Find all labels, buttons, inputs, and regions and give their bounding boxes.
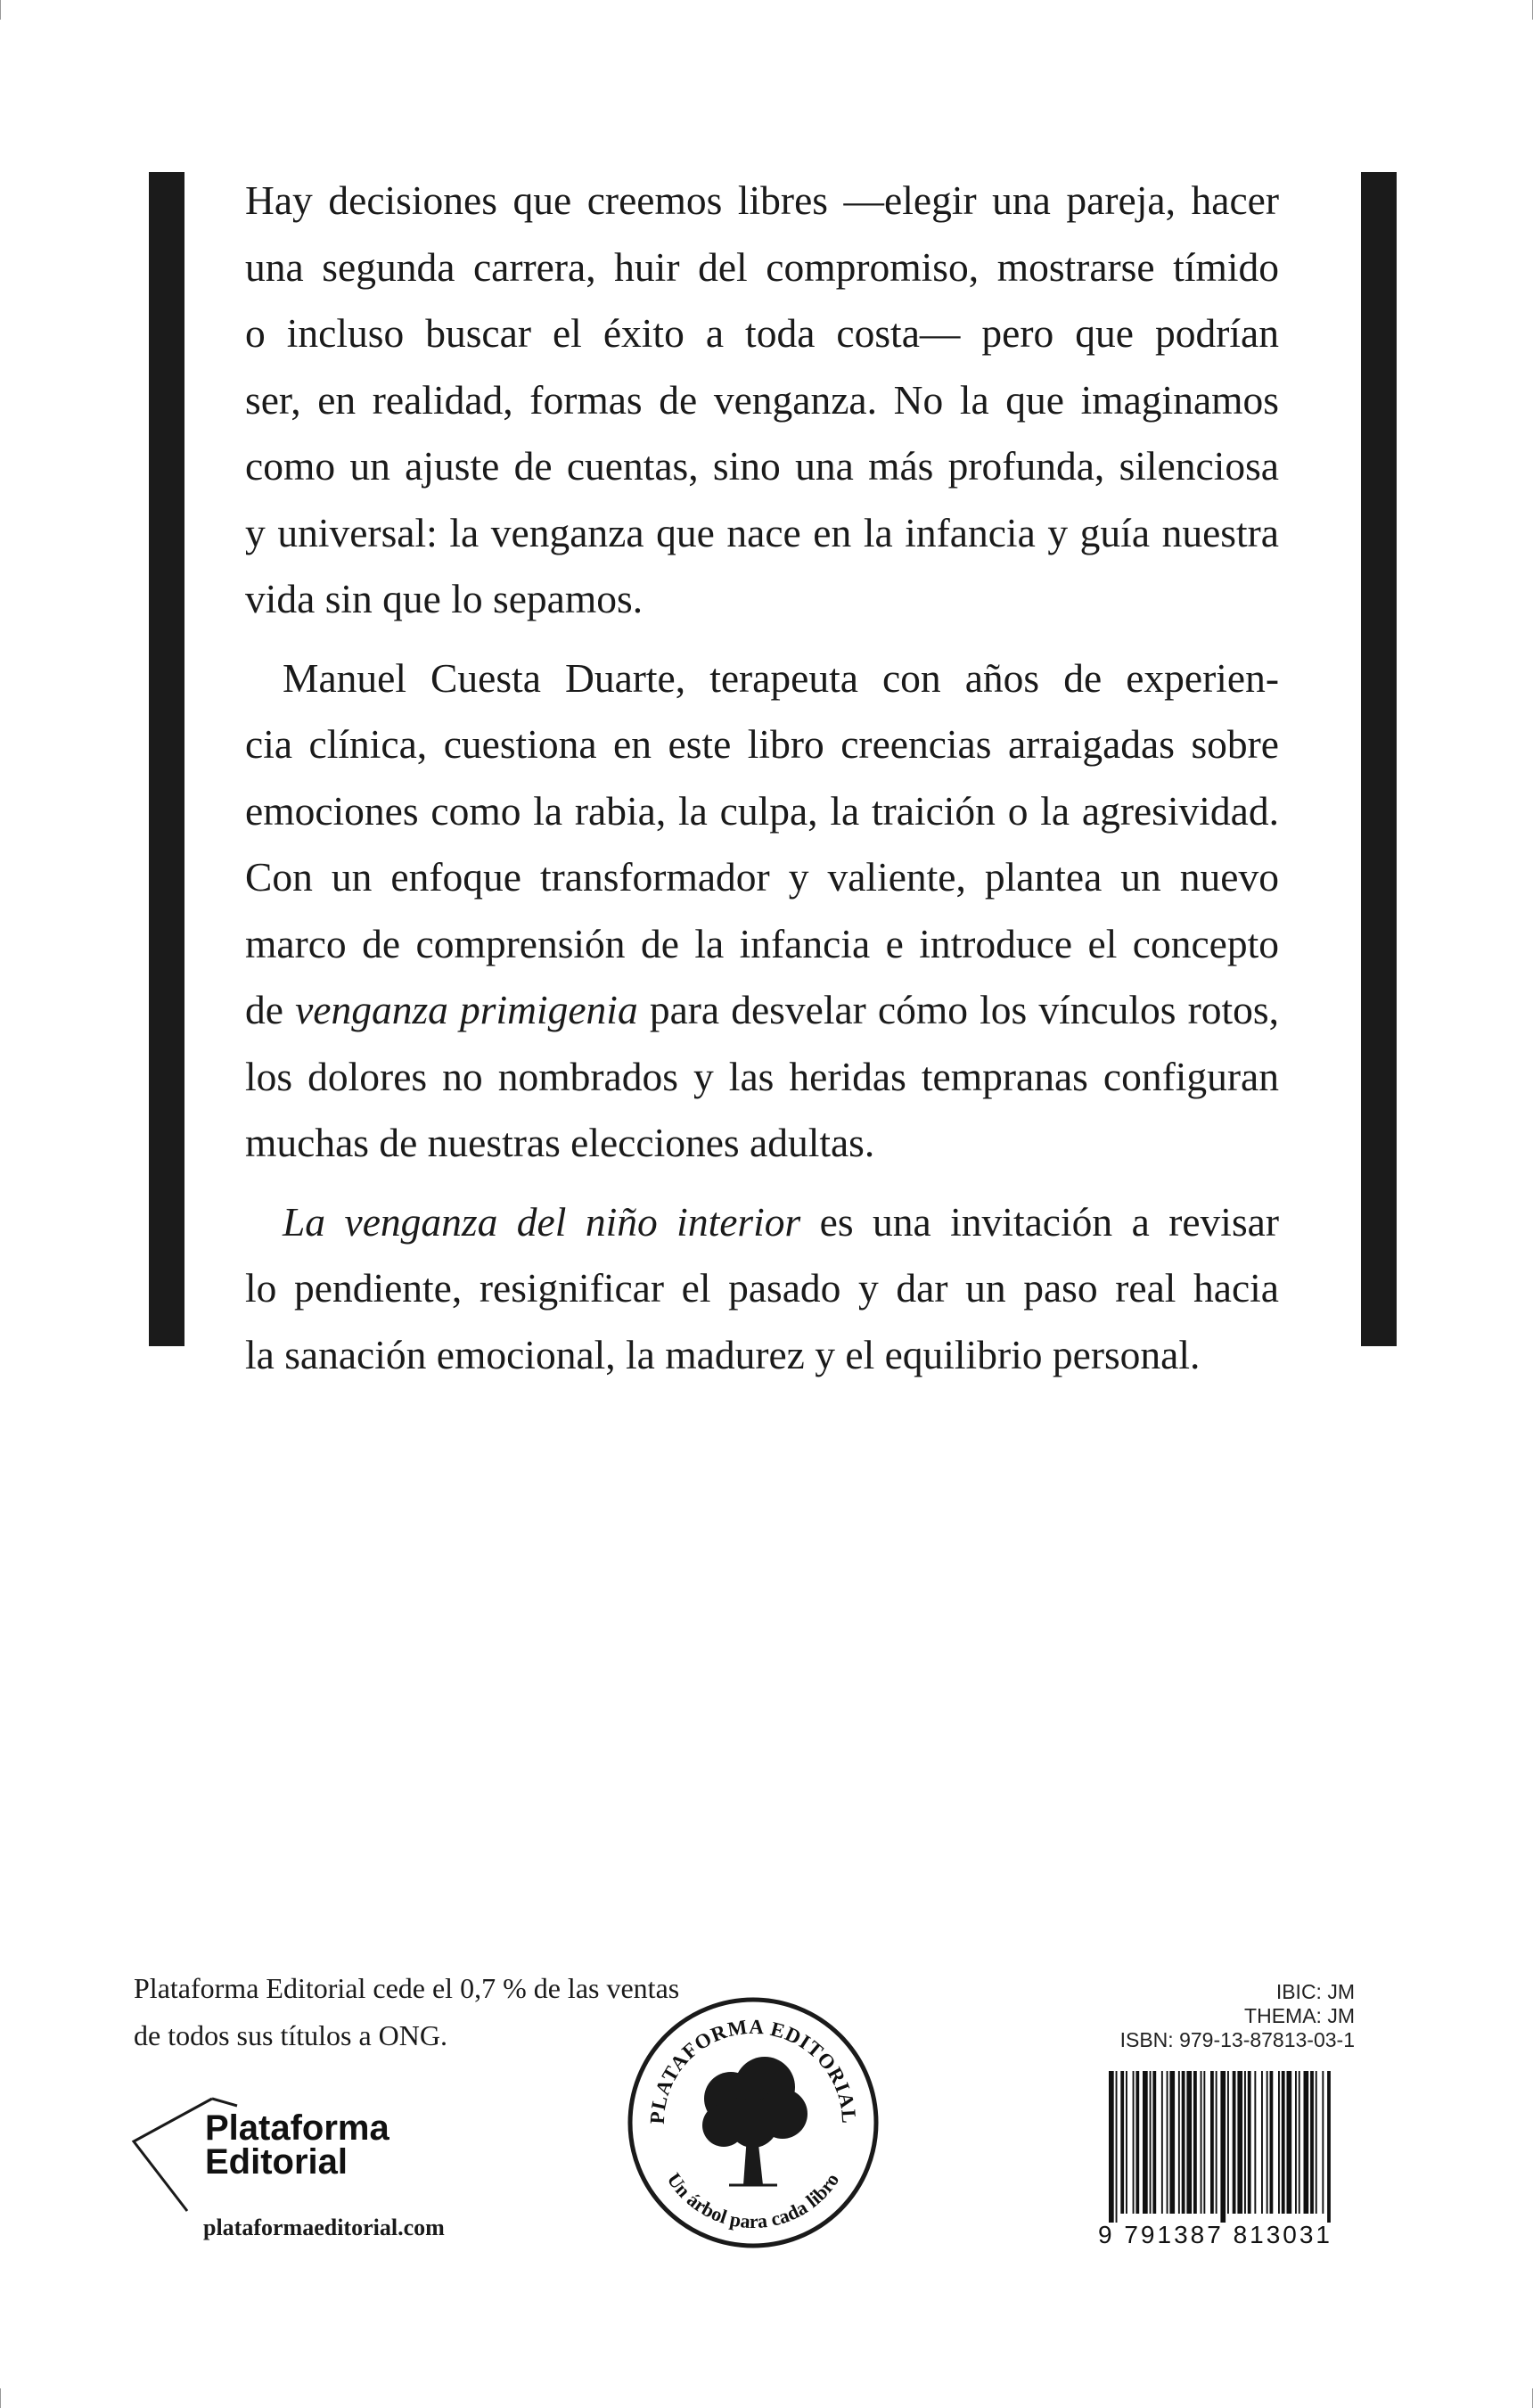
logo-outline-icon [134, 2099, 212, 2211]
blurb-line: y universal: la venganza que nace en la infancia y guía nuestra [245, 509, 1279, 555]
ibic-code: IBIC: JM [1275, 1980, 1355, 2003]
publisher-website: plataformaeditorial.com [203, 2215, 445, 2240]
blurb-text: para desvelar cómo los vínculos rotos, [637, 987, 1279, 1032]
seal-top-text: PLATAFORMA EDITORIAL [645, 2015, 861, 2125]
ong-donation-note [134, 1965, 679, 2059]
blurb-text: de [245, 987, 296, 1032]
blurb-line: vida sin que lo sepamos. [245, 576, 644, 621]
blurb-line: los dolores no nombrados y las heridas tempranas configuran [245, 1053, 1279, 1099]
blurb-line: lo pendiente, resignificar el pasado y dar un paso real hacia [245, 1265, 1279, 1311]
blurb-line: como un ajuste de cuentas, sino una más profunda, silenciosa [245, 443, 1279, 489]
blurb-line [245, 977, 1279, 1044]
blurb-italic-term: venganza primigenia [295, 987, 638, 1032]
ong-line: Plataforma Editorial cede el 0,7 % de las ventas [134, 1972, 680, 2004]
blurb-line: muchas de nuestras elecciones adultas. [245, 1120, 875, 1165]
blurb-paragraph-2 [245, 645, 1279, 1177]
blurb-line: marco de comprensión de la infancia e introduce el concepto [245, 920, 1279, 966]
ong-line: de todos sus títulos a ONG. [134, 2019, 447, 2051]
logo-outline-icon [212, 2099, 237, 2106]
blurb-line: Hay decisiones que creemos libres —elegir una pareja, hacer [245, 177, 1279, 223]
tree-icon [702, 2057, 807, 2185]
thema-code: THEMA: JM [1244, 2004, 1355, 2027]
blurb-line: ser, en realidad, formas de venganza. No la que imaginamos [245, 376, 1279, 423]
blurb-line [245, 1189, 1279, 1256]
blurb-line: cia clínica, cuestiona en este libro creencias arraigadas sobre [245, 721, 1279, 767]
classification-codes [1120, 1980, 1355, 2052]
blurb-line: la sanación emocional, la madurez y el equilibrio personal. [245, 1331, 1201, 1377]
blurb-line: emociones como la rabia, la culpa, la traición o la agresividad. [245, 787, 1279, 834]
blurb-paragraph-1 [245, 168, 1279, 633]
publisher-logo [123, 2068, 444, 2220]
back-cover-blurb [245, 168, 1279, 1388]
blurb-line: una segunda carrera, huir del compromiso, mostrarse tímido [245, 243, 1279, 290]
logo-word-1: Plataforma [205, 2108, 389, 2148]
isbn-code: ISBN: 979-13-87813-03-1 [1119, 2028, 1355, 2051]
blurb-line: Con un enfoque transformador y valiente, plantea un nuevo [245, 854, 1279, 900]
tree-seal-logo [624, 1993, 882, 2252]
crop-mark [0, 0, 1, 20]
blurb-line: Manuel Cuesta Duarte, terapeuta con años de experien- [283, 654, 1279, 701]
barcode-bars-icon [1109, 2071, 1331, 2223]
right-decorative-bar [1361, 172, 1397, 1346]
seal-bottom-text: Un árbol para cada libro [662, 2168, 844, 2233]
blurb-line: o incluso buscar el éxito a toda costa— pero que podrían [245, 310, 1279, 356]
blurb-paragraph-3 [245, 1189, 1279, 1389]
isbn-barcode [1107, 2071, 1390, 2223]
blurb-text: es una invitación a revisar [800, 1198, 1279, 1245]
left-decorative-bar [149, 172, 184, 1346]
logo-word-2: Editorial [205, 2142, 348, 2182]
book-title-italic: La venganza del niño interior [283, 1198, 801, 1245]
crop-mark [0, 2388, 1, 2408]
barcode-digits: 9 791387 813031 [1098, 2221, 1332, 2248]
